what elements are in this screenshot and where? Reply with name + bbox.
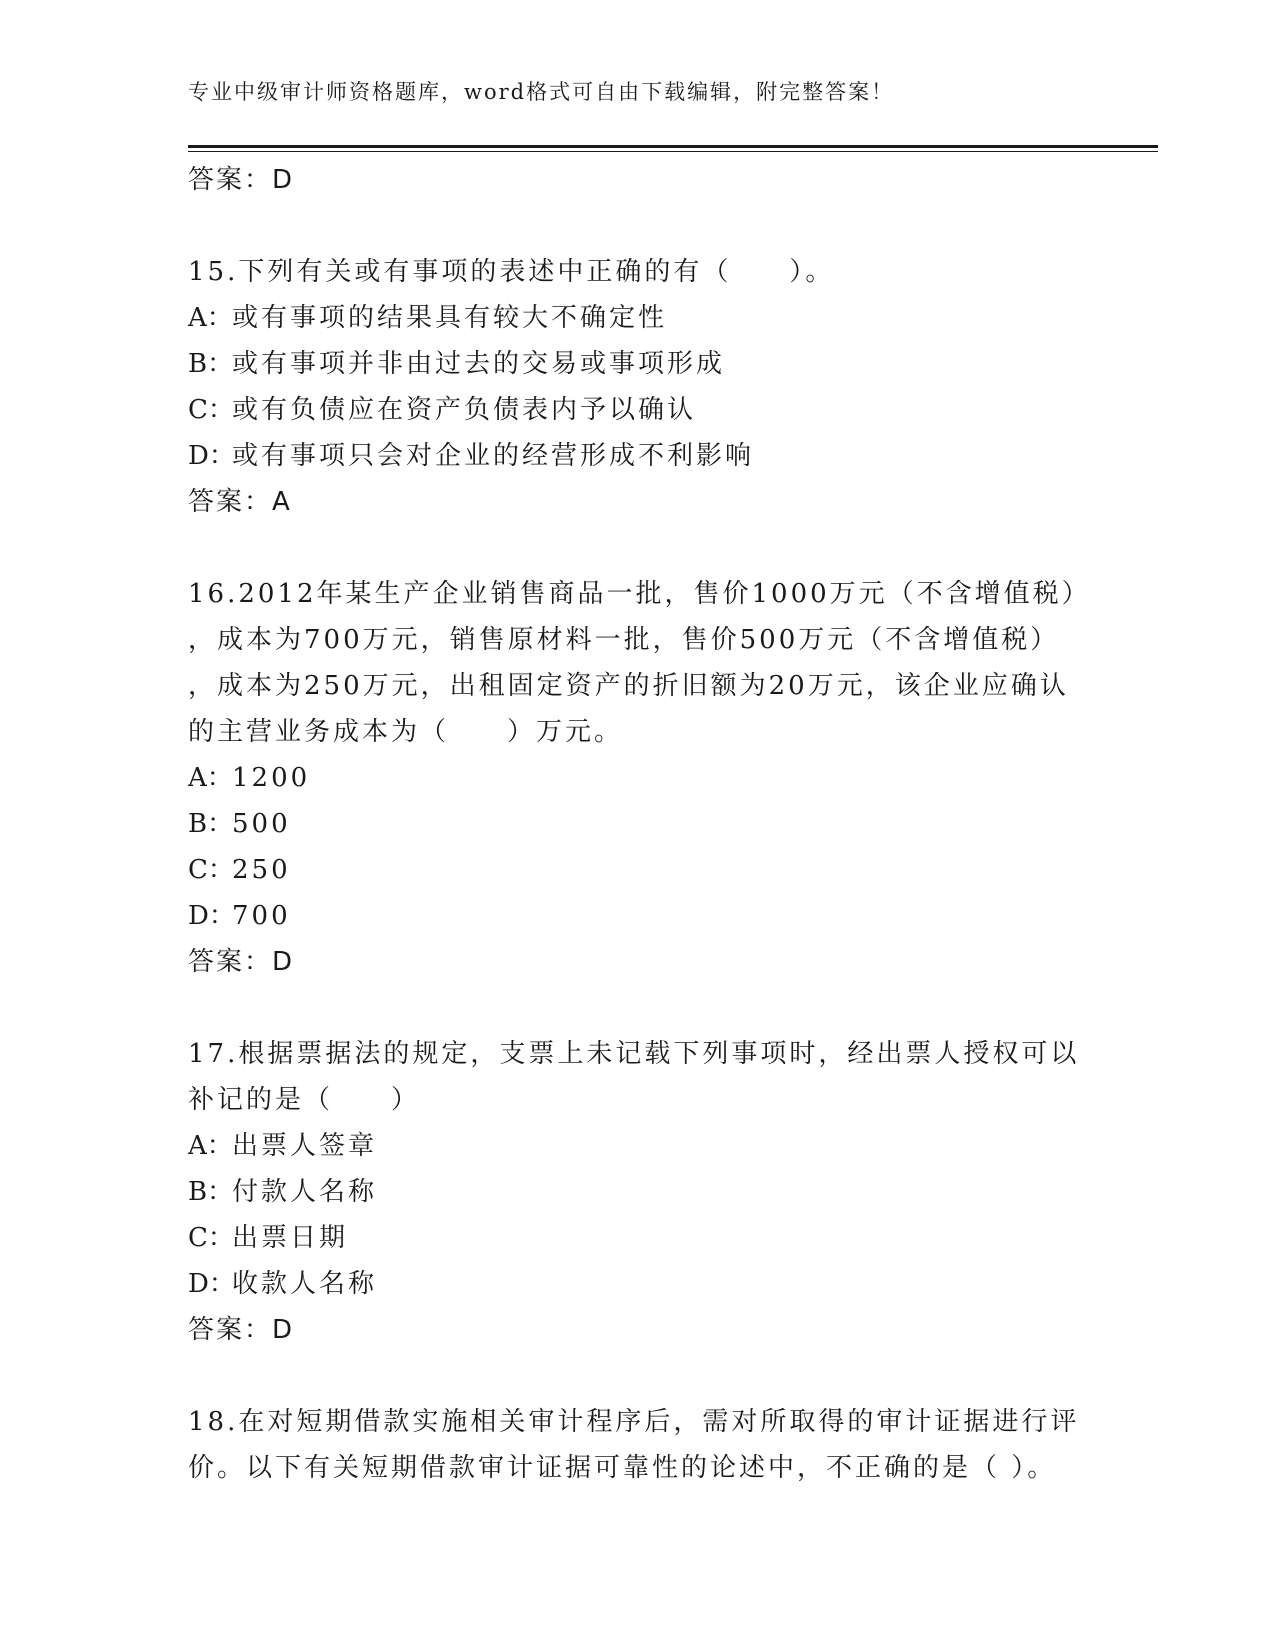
option-text: 或有事项并非由过去的交易或事项形成 <box>232 349 726 379</box>
question-stem: 的主营业务成本为（ ）万元。 <box>188 717 624 747</box>
option-text: 或有事项的结果具有较大不确定性 <box>232 303 668 333</box>
option-d <box>188 893 1108 939</box>
option-key: D： <box>188 901 235 931</box>
option-key: B： <box>188 809 234 839</box>
option-key: A： <box>188 1131 233 1161</box>
option-d <box>188 1261 1108 1307</box>
question-stem: 15.下列有关或有事项的表述中正确的有（ ）。 <box>188 257 835 287</box>
document-body <box>188 157 1108 1491</box>
option-key: D： <box>188 441 235 471</box>
option-text: 或有负债应在资产负债表内予以确认 <box>232 395 697 425</box>
spacer <box>188 525 1108 571</box>
option-key: A： <box>188 303 233 333</box>
option-key: C： <box>188 1223 234 1253</box>
answer-line: 答案：D <box>188 165 295 195</box>
question-stem: ，成本为700万元，销售原材料一批，售价500万元（不含增值税） <box>188 625 1060 655</box>
option-key: B： <box>188 1177 234 1207</box>
spacer <box>188 203 1108 249</box>
question-stem: 补记的是（ ） <box>188 1085 421 1115</box>
option-text: 250 <box>232 855 291 885</box>
option-text: 出票人签章 <box>232 1131 378 1161</box>
option-key: A： <box>188 763 233 793</box>
question-stem: 17.根据票据法的规定，支票上未记载下列事项时，经出票人授权可以 <box>188 1039 1080 1069</box>
option-d <box>188 433 1108 479</box>
option-text: 付款人名称 <box>232 1177 378 1207</box>
option-b <box>188 1169 1108 1215</box>
question-17 <box>188 1031 1108 1353</box>
option-text: 1200 <box>232 763 311 793</box>
option-text: 700 <box>232 901 291 931</box>
option-text: 或有事项只会对企业的经营形成不利影响 <box>232 441 755 471</box>
option-text: 出票日期 <box>232 1223 349 1253</box>
option-c <box>188 1215 1108 1261</box>
option-a <box>188 1123 1108 1169</box>
question-16 <box>188 571 1108 985</box>
option-b <box>188 801 1108 847</box>
answer-line: 答案：A <box>188 487 292 517</box>
header-rule <box>188 145 1158 148</box>
question-stem: 18.在对短期借款实施相关审计程序后，需对所取得的审计证据进行评 <box>188 1407 1080 1437</box>
option-b <box>188 341 1108 387</box>
option-key: C： <box>188 855 234 885</box>
option-c <box>188 847 1108 893</box>
question-stem: 16.2012年某生产企业销售商品一批，售价1000万元（不含增值税） <box>188 579 1091 609</box>
answer-line: 答案：D <box>188 1315 295 1345</box>
spacer <box>188 1353 1108 1399</box>
spacer <box>188 985 1108 1031</box>
option-a <box>188 755 1108 801</box>
header-rule-thin <box>188 151 1158 152</box>
option-text: 收款人名称 <box>232 1269 378 1299</box>
answer-line: 答案：D <box>188 947 295 977</box>
option-key: B： <box>188 349 234 379</box>
page-header: 专业中级审计师资格题库，word格式可自由下载编辑，附完整答案！ <box>188 80 895 104</box>
option-a <box>188 295 1108 341</box>
option-text: 500 <box>232 809 291 839</box>
question-15 <box>188 249 1108 525</box>
option-c <box>188 387 1108 433</box>
question-stem: 价。以下有关短期借款审计证据可靠性的论述中，不正确的是（ ）。 <box>188 1453 1057 1483</box>
option-key: C： <box>188 395 234 425</box>
question-18 <box>188 1399 1108 1491</box>
question-stem: ，成本为250万元，出租固定资产的折旧额为20万元，该企业应确认 <box>188 671 1069 701</box>
option-key: D： <box>188 1269 235 1299</box>
